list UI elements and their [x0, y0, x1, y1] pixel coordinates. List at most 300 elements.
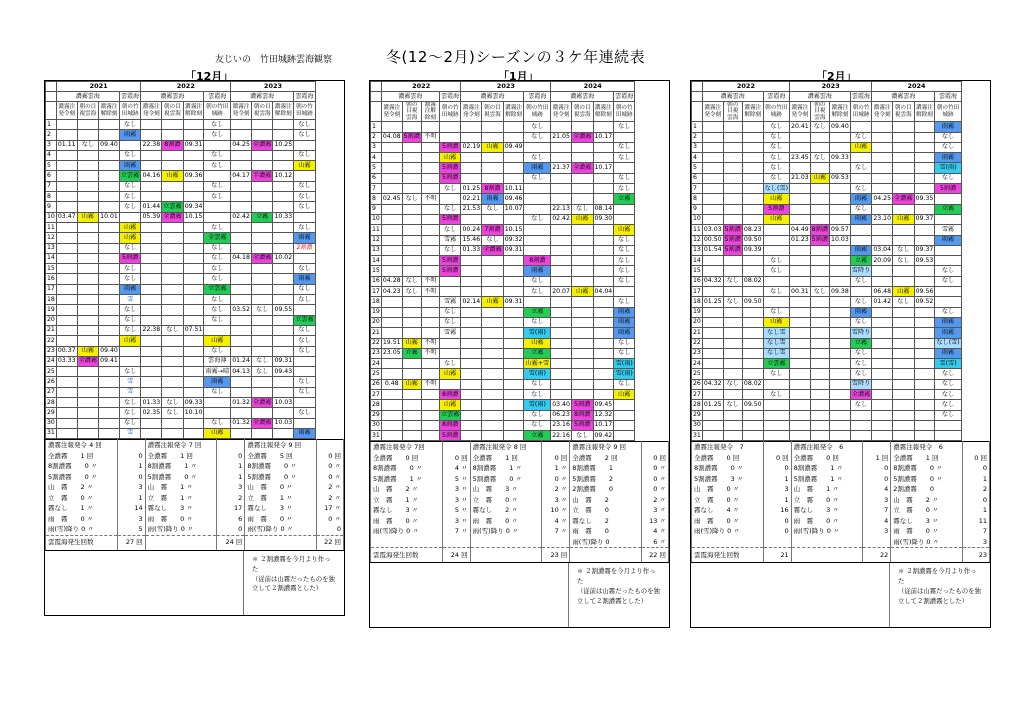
sea-section-header: 雲霞海	[524, 92, 551, 102]
summary-label: 立 霧 0 〃	[692, 495, 764, 506]
day-cell	[850, 287, 872, 297]
day-cell	[162, 346, 184, 356]
day-cell	[231, 284, 252, 294]
day-cell: 5割濃	[571, 420, 593, 430]
day-cell	[810, 266, 829, 276]
day-cell: 23.45	[790, 153, 811, 163]
day-cell	[162, 192, 184, 202]
day-row	[46, 264, 316, 274]
day-cell	[551, 389, 572, 399]
day-cell	[935, 256, 961, 266]
day-cell	[503, 266, 524, 276]
column-header: 朝の目視雲海	[482, 102, 504, 122]
day-cell: なし	[119, 418, 141, 428]
day-cell	[273, 346, 294, 356]
day-cell	[99, 274, 120, 284]
day-number: 12	[371, 235, 382, 245]
day-row	[46, 398, 316, 408]
summary-label: 8割濃霧 1 〃	[470, 463, 542, 474]
day-cell: 04.18	[231, 253, 252, 263]
day-cell	[402, 389, 421, 399]
day-cell	[381, 163, 402, 173]
day-cell	[273, 428, 294, 438]
day-cell	[551, 338, 572, 348]
day-cell	[273, 150, 294, 160]
summary-row	[371, 516, 669, 527]
day-cell	[702, 256, 723, 266]
day-cell: 01.33	[141, 398, 162, 408]
summary-count: 0 回	[963, 453, 990, 464]
summary-count: 0	[863, 463, 891, 474]
summary-label: 雨(雪)降り 0 〃	[145, 524, 217, 535]
day-cell	[56, 398, 77, 408]
day-cell	[99, 192, 120, 202]
spacer-cell	[891, 548, 963, 563]
summary-label: 霧なし 2	[570, 516, 642, 527]
day-cell	[830, 204, 851, 214]
day-row	[371, 256, 635, 266]
day-cell	[99, 305, 120, 315]
day-cell	[99, 243, 120, 253]
day-number: 10	[371, 214, 382, 224]
summary-count	[317, 440, 344, 451]
day-cell	[763, 400, 789, 410]
day-number: 26	[371, 379, 382, 389]
day-cell: なし	[763, 163, 789, 173]
note-line: 立して２割濃霧とした）	[897, 597, 969, 606]
day-cell: 立霧	[850, 338, 872, 348]
day-cell: 立霧	[524, 307, 551, 317]
note-blank	[45, 551, 244, 615]
day-cell: 8割濃	[162, 140, 184, 150]
day-number: 24	[692, 359, 703, 369]
day-cell: 雪(雨)	[524, 369, 551, 379]
day-cell: なし	[723, 297, 742, 307]
summary-count: 7 〃	[542, 526, 570, 537]
day-row	[692, 214, 962, 224]
day-cell	[742, 204, 763, 214]
day-cell	[723, 328, 742, 338]
fog-section-header: 濃霧雲海	[231, 92, 294, 102]
day-cell: 5割濃	[439, 256, 461, 266]
day-cell	[914, 266, 935, 276]
note-text	[569, 563, 669, 627]
day-number: 23	[692, 348, 703, 358]
day-cell: 08.14	[593, 204, 614, 214]
day-cell	[790, 369, 811, 379]
day-cell: 02.35	[141, 408, 162, 418]
day-cell: なし	[893, 256, 915, 266]
day-cell: なし	[524, 420, 551, 430]
day-row	[371, 214, 635, 224]
day-number: 14	[371, 256, 382, 266]
day-cell	[231, 161, 252, 171]
day-row	[46, 274, 316, 284]
day-row	[371, 276, 635, 286]
day-cell: 山霧+雪	[524, 359, 551, 369]
day-cell: 雨霧	[935, 153, 961, 163]
day-cell: なし	[723, 400, 742, 410]
day-cell	[56, 264, 77, 274]
day-cell: 山霧	[402, 379, 421, 389]
day-cell	[482, 379, 504, 389]
summary-label: 霧なし 1 〃	[46, 503, 118, 514]
summary-label: 8割濃霧 0 〃	[371, 463, 443, 474]
day-cell	[503, 389, 524, 399]
day-cell	[56, 377, 77, 387]
day-cell: なし	[294, 120, 316, 130]
day-number: 29	[46, 408, 57, 418]
day-cell: 09.37	[914, 214, 935, 224]
day-cell: 21.53	[461, 204, 482, 214]
day-cell	[204, 171, 231, 181]
day-cell	[790, 307, 811, 317]
day-cell	[723, 142, 742, 152]
day-cell	[141, 346, 162, 356]
summary-count: 0 〃	[317, 514, 344, 525]
day-cell	[850, 431, 872, 441]
day-cell: 09.55	[273, 305, 294, 315]
day-cell: 山霧	[571, 214, 593, 224]
day-cell	[99, 408, 120, 418]
day-cell: なし	[850, 184, 872, 194]
day-cell: 02.21	[461, 194, 482, 204]
day-cell	[742, 142, 763, 152]
summary-label: 山 霧 1 〃	[791, 484, 863, 495]
column-header: 濃霧注発令刻	[551, 102, 572, 122]
day-cell	[914, 379, 935, 389]
day-cell	[872, 338, 893, 348]
day-cell	[790, 431, 811, 441]
day-cell	[524, 204, 551, 214]
day-cell: 雪	[119, 377, 141, 387]
day-cell: 雨霧	[524, 266, 551, 276]
day-cell	[503, 359, 524, 369]
day-cell	[251, 233, 273, 243]
day-cell	[251, 408, 273, 418]
day-row	[46, 181, 316, 191]
day-cell	[763, 297, 789, 307]
summary-label: 2割濃霧 0	[570, 484, 642, 495]
day-cell	[790, 328, 811, 338]
day-cell	[482, 410, 504, 420]
day-cell	[141, 120, 162, 130]
day-cell: 雨霧	[294, 274, 316, 284]
day-cell	[524, 235, 551, 245]
day-cell	[461, 389, 482, 399]
day-cell	[231, 222, 252, 232]
day-number: 16	[46, 274, 57, 284]
day-cell	[251, 161, 273, 171]
summary-row	[692, 537, 990, 548]
day-cell	[702, 328, 723, 338]
day-row	[371, 153, 635, 163]
day-cell	[503, 420, 524, 430]
day-cell	[183, 274, 204, 284]
day-cell	[571, 328, 593, 338]
day-cell	[461, 338, 482, 348]
day-number: 25	[692, 369, 703, 379]
day-cell: 雪(雪)	[935, 359, 961, 369]
day-cell	[183, 120, 204, 130]
day-cell	[99, 120, 120, 130]
day-cell: 全濃霧	[162, 212, 184, 222]
day-cell	[830, 317, 851, 327]
day-cell	[790, 142, 811, 152]
summary-count: 5 〃	[442, 505, 470, 516]
day-cell: なし	[524, 287, 551, 297]
day-cell: 09.43	[273, 367, 294, 377]
day-cell	[571, 338, 593, 348]
day-cell: 山霧	[204, 428, 231, 438]
day-cell	[251, 274, 273, 284]
day-cell	[914, 163, 935, 173]
day-cell: 山霧	[439, 369, 461, 379]
day-cell: 立霧	[524, 431, 551, 441]
day-cell: なし	[294, 284, 316, 294]
summary-count	[963, 442, 990, 453]
day-cell	[381, 204, 402, 214]
day-cell	[790, 163, 811, 173]
day-cell: なし	[204, 150, 231, 160]
day-cell	[183, 233, 204, 243]
day-cell: 09.40	[830, 122, 851, 132]
day-cell: なし	[614, 142, 635, 152]
day-cell: なし	[810, 153, 829, 163]
day-cell	[461, 276, 482, 286]
note-area	[691, 563, 990, 627]
day-cell: 01.42	[872, 297, 893, 307]
day-cell	[162, 161, 184, 171]
day-cell	[141, 356, 162, 366]
day-cell: 09.50	[742, 297, 763, 307]
day-cell	[77, 325, 99, 335]
day-cell: 10.17	[593, 163, 614, 173]
summary-label: 8割濃霧 0 〃	[891, 463, 963, 474]
day-cell: 5割濃	[402, 132, 421, 142]
day-cell	[251, 130, 273, 140]
day-cell	[421, 400, 439, 410]
day-cell: 10.03	[830, 235, 851, 245]
day-cell	[183, 222, 204, 232]
summary-label: 雨 霧 0 〃	[46, 514, 118, 525]
summary-label: 雨(雪)降り 0 〃	[470, 526, 542, 537]
day-cell	[914, 359, 935, 369]
day-cell: なし	[850, 297, 872, 307]
day-cell	[162, 264, 184, 274]
day-cell	[461, 287, 482, 297]
summary-row	[371, 526, 669, 537]
day-cell: なし	[119, 367, 141, 377]
day-cell: 20.07	[551, 287, 572, 297]
day-cell	[421, 328, 439, 338]
day-cell	[141, 284, 162, 294]
day-row	[692, 317, 962, 327]
day-cell	[571, 245, 593, 255]
day-cell	[830, 431, 851, 441]
summary-row	[692, 526, 990, 537]
summary-count: 7	[863, 505, 891, 516]
day-cell	[571, 225, 593, 235]
day-cell	[571, 307, 593, 317]
summary-label: 霧なし 2 〃	[470, 505, 542, 516]
day-cell	[421, 307, 439, 317]
day-cell: なし	[119, 150, 141, 160]
day-cell	[162, 120, 184, 130]
day-number: 14	[46, 253, 57, 263]
summary-label: 濃霧注報発令 7回	[371, 442, 443, 453]
column-header: 朝の目視雲海	[893, 102, 915, 122]
day-row	[46, 367, 316, 377]
day-cell: 02.45	[381, 194, 402, 204]
day-cell	[790, 184, 811, 194]
day-cell: 雪霧	[439, 297, 461, 307]
day-cell: 23.10	[872, 214, 893, 224]
day-number: 7	[371, 184, 382, 194]
day-cell: 雨霧	[482, 194, 504, 204]
day-cell	[141, 222, 162, 232]
day-cell	[294, 171, 316, 181]
day-cell	[810, 410, 829, 420]
day-row	[692, 122, 962, 132]
summary-label: 霧なし 3 〃	[145, 503, 217, 514]
day-cell	[99, 387, 120, 397]
day-cell	[790, 214, 811, 224]
day-cell: なし	[763, 369, 789, 379]
day-cell	[850, 235, 872, 245]
day-cell	[914, 132, 935, 142]
day-cell: 12.32	[593, 410, 614, 420]
day-cell	[482, 431, 504, 441]
day-number: 1	[46, 120, 57, 130]
day-cell: なし	[294, 346, 316, 356]
column-header: 朝の竹田城跡	[935, 102, 961, 122]
day-cell: 山霧	[893, 287, 915, 297]
day-cell: なし	[204, 130, 231, 140]
day-cell	[141, 233, 162, 243]
day-cell: なし	[763, 173, 789, 183]
month-label-jan: 「1月」	[498, 70, 539, 83]
day-cell	[421, 184, 439, 194]
fog-section-header: 濃霧雲海	[381, 92, 439, 102]
day-row	[371, 122, 635, 132]
day-cell: 10.12	[273, 171, 294, 181]
day-number: 11	[692, 225, 703, 235]
day-cell	[503, 163, 524, 173]
day-cell	[461, 122, 482, 132]
summary-count	[542, 537, 570, 548]
summary-row	[692, 484, 990, 495]
summary-row	[46, 472, 344, 483]
day-cell: 01.32	[231, 398, 252, 408]
summary-count: 3	[117, 514, 145, 525]
day-cell	[593, 153, 614, 163]
day-cell	[381, 297, 402, 307]
day-cell	[482, 214, 504, 224]
day-cell: なし	[439, 245, 461, 255]
total-count: 23	[963, 548, 990, 563]
day-cell: 5割濃	[763, 204, 789, 214]
day-cell	[77, 161, 99, 171]
day-cell: 09.34	[183, 202, 204, 212]
day-cell	[141, 253, 162, 263]
day-cell	[251, 295, 273, 305]
day-cell: なし	[119, 325, 141, 335]
day-cell	[551, 307, 572, 317]
summary-label: 濃霧注報発令 7	[692, 442, 764, 453]
day-cell	[551, 359, 572, 369]
day-cell	[723, 359, 742, 369]
day-number: 4	[46, 150, 57, 160]
day-cell	[273, 315, 294, 325]
day-cell: 09.56	[914, 287, 935, 297]
day-cell	[381, 235, 402, 245]
summary-count: 0 〃	[317, 461, 344, 472]
summary-count: 3	[763, 484, 791, 495]
month-label-feb: 「2月」	[816, 70, 857, 83]
day-cell	[742, 420, 763, 430]
summary-label: 山 霧 2 〃	[46, 482, 118, 493]
day-cell	[723, 307, 742, 317]
day-cell	[935, 287, 961, 297]
day-cell	[702, 317, 723, 327]
day-number: 26	[692, 379, 703, 389]
day-cell	[790, 204, 811, 214]
day-cell	[251, 387, 273, 397]
day-cell: 全濃霧	[251, 140, 273, 150]
day-cell: なし	[614, 348, 635, 358]
day-cell	[790, 317, 811, 327]
day-cell	[763, 431, 789, 441]
summary-count: 0 回	[317, 451, 344, 462]
note-line: （従前は山霧だったものを独	[576, 587, 660, 596]
summary-count: 3	[963, 537, 990, 548]
column-header: 濃霧注発令刻	[461, 102, 482, 122]
day-cell	[702, 132, 723, 142]
day-number: 12	[692, 235, 703, 245]
day-cell: 雨霧	[935, 122, 961, 132]
day-cell: なし	[204, 387, 231, 397]
day-cell: 01.54	[702, 245, 723, 255]
day-cell: 23.05	[381, 348, 402, 358]
summary-count: 0	[117, 472, 145, 483]
column-header: 濃霧注発令刻	[56, 102, 77, 120]
day-row	[46, 233, 316, 243]
day-cell: なし	[935, 389, 961, 399]
day-cell	[830, 410, 851, 420]
day-cell	[503, 410, 524, 420]
day-cell: なし(雪)	[763, 184, 789, 194]
day-row	[692, 359, 962, 369]
day-cell	[723, 369, 742, 379]
day-cell: なし	[614, 276, 635, 286]
summary-row	[46, 524, 344, 535]
day-cell	[830, 184, 851, 194]
day-row	[371, 297, 635, 307]
day-cell: 09.53	[914, 256, 935, 266]
day-cell	[56, 305, 77, 315]
day-cell	[482, 132, 504, 142]
day-cell: 立霧	[614, 194, 635, 204]
day-cell: 立霧	[524, 348, 551, 358]
day-cell	[914, 369, 935, 379]
day-cell	[99, 171, 120, 181]
day-cell: 10.17	[593, 420, 614, 430]
note-line: ＊ ２割濃霧を今月より作った	[897, 567, 977, 586]
day-cell: なし	[614, 122, 635, 132]
column-header: 朝の目視雲海	[571, 102, 593, 122]
day-cell	[893, 184, 915, 194]
